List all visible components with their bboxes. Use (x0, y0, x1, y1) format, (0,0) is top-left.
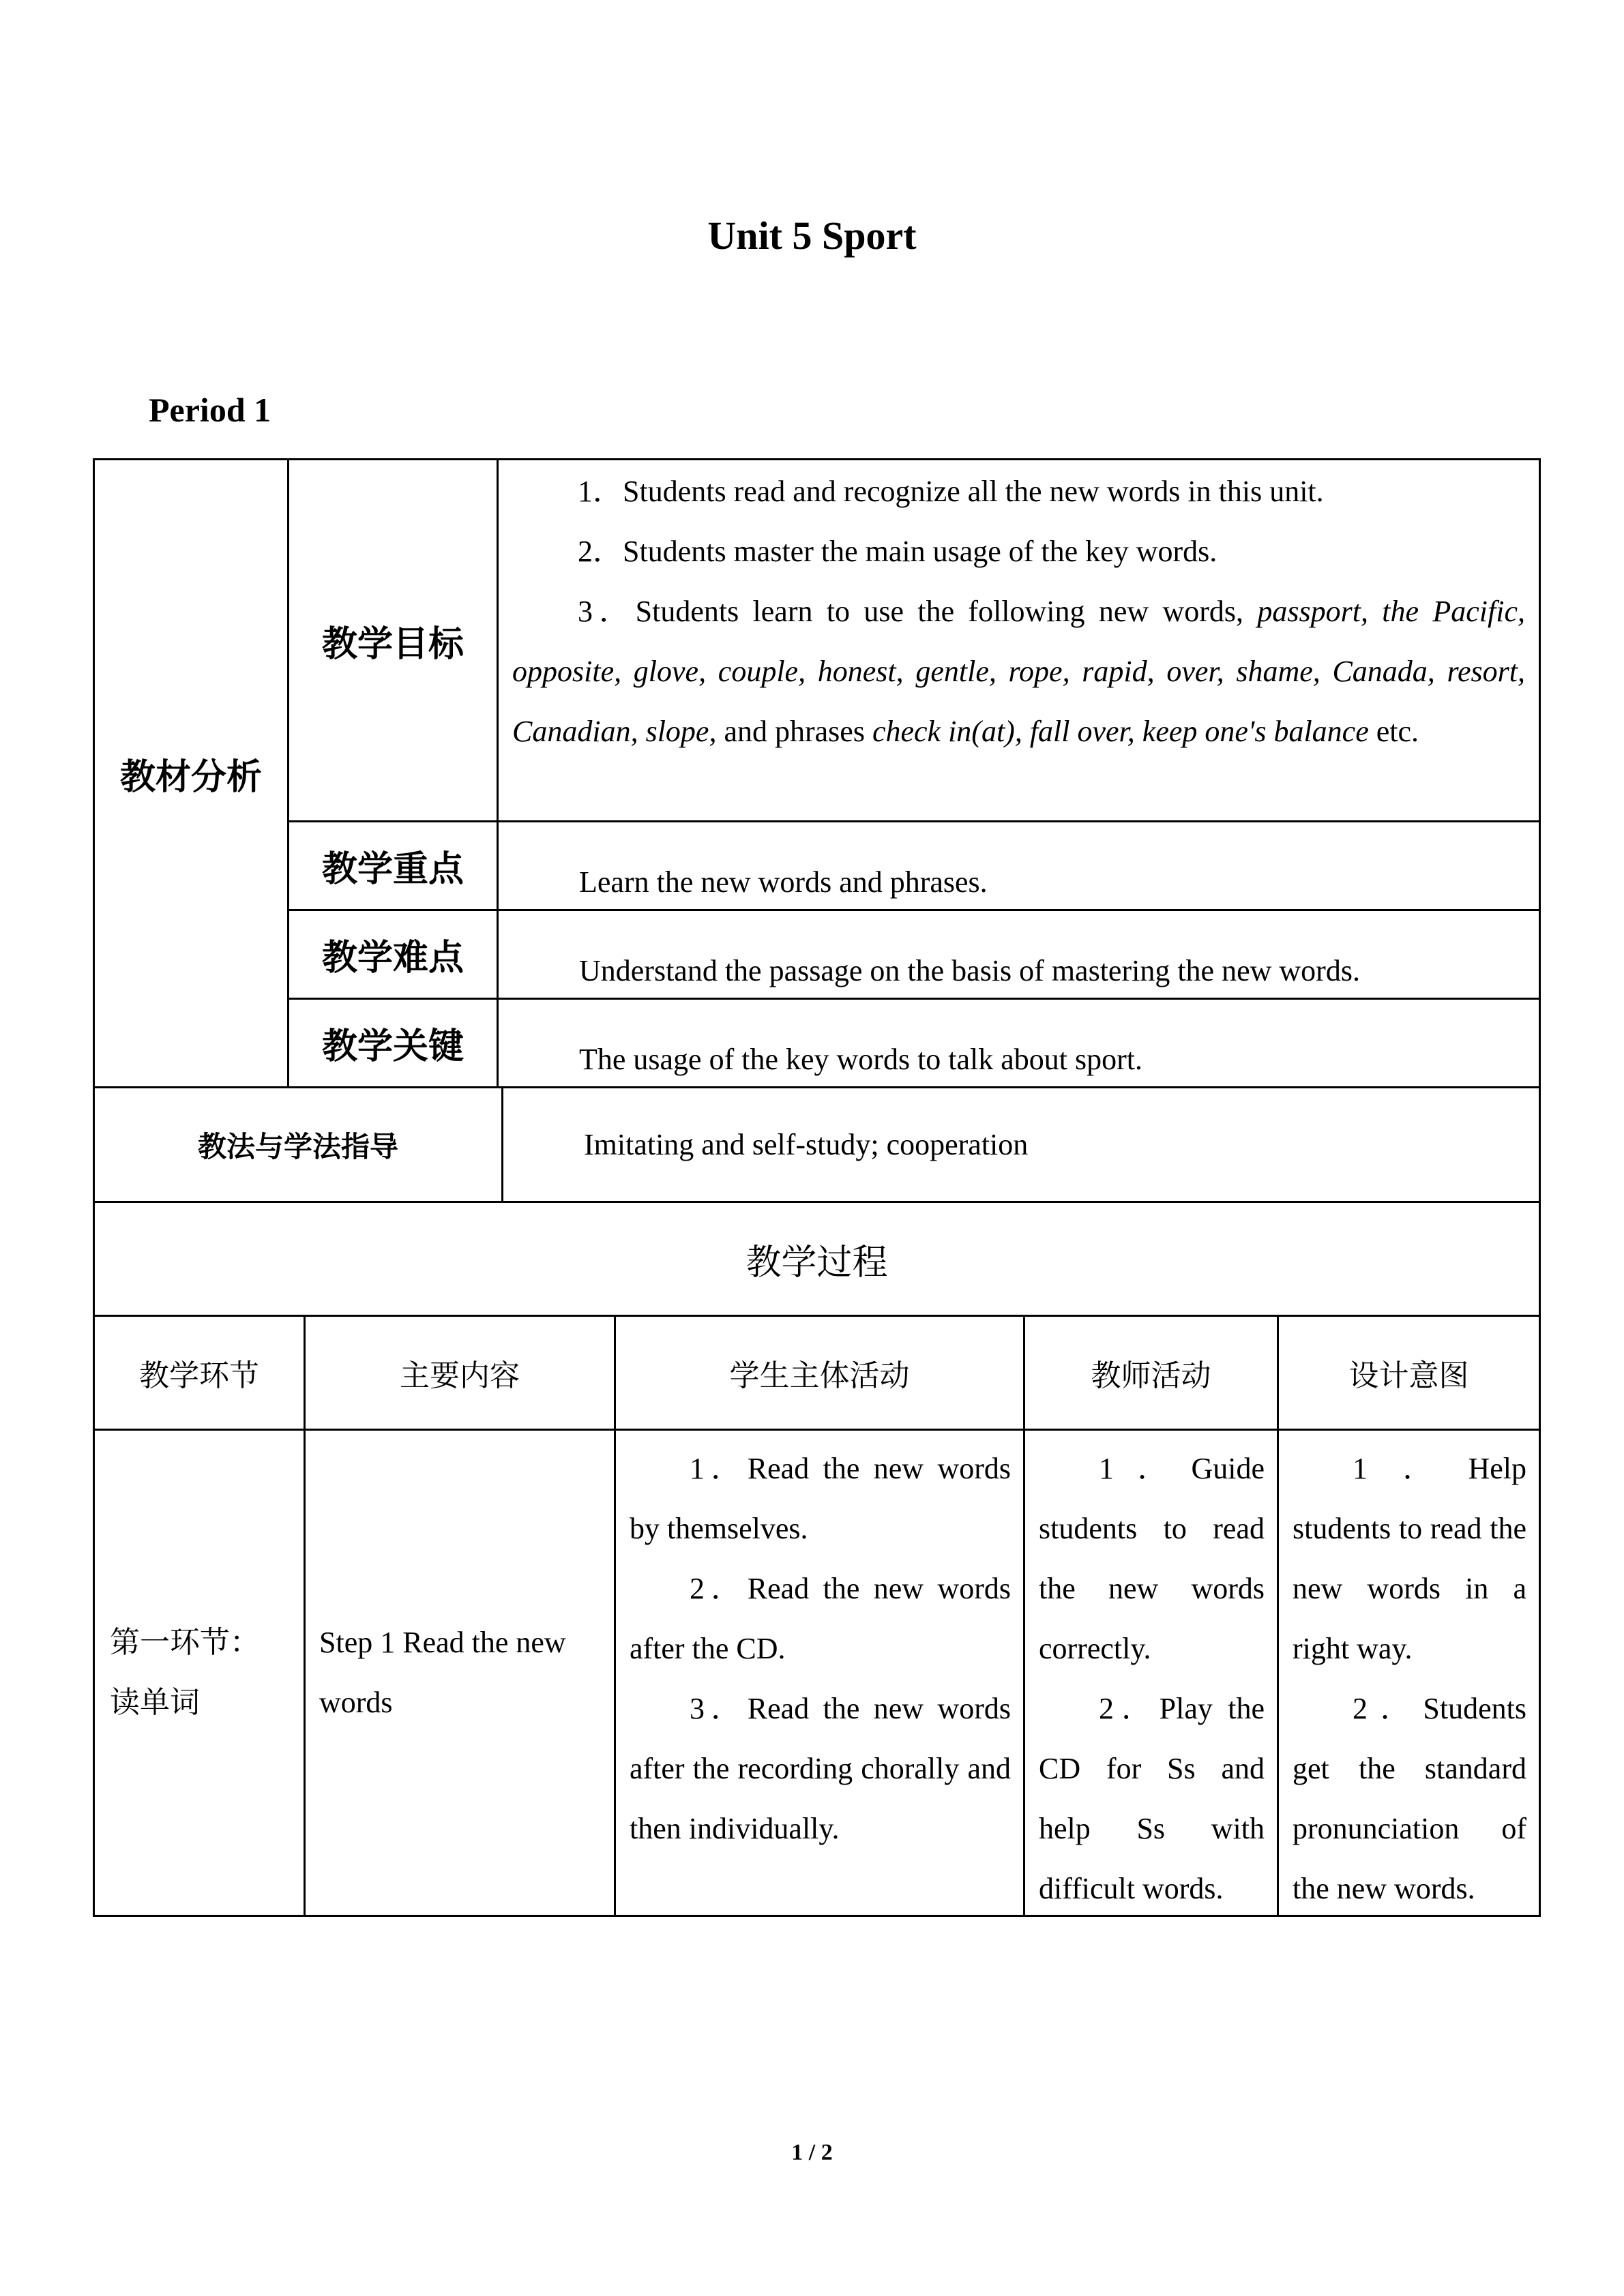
step-content-cell: Step 1 Read the new words (304, 1429, 616, 1917)
design-intent-item: 1．Help students to read the new words in a right way. (1293, 1452, 1526, 1665)
page-number: 1 / 2 (791, 2140, 833, 2165)
objectives-label: 教学目标 (287, 458, 499, 822)
analysis-section-label: 教材分析 (93, 458, 289, 1088)
design-intent-item: 2．Students get the standard pronunciation of the new words. (1293, 1692, 1526, 1905)
process-header-stage: 教学环节 (93, 1315, 306, 1431)
difficulties-label: 教学难点 (287, 909, 499, 1000)
objective-item-3: 3．Students learn to use the following new words, passport, the Pacific, opposite, glove, couple, honest, gentle, rope, rapid, over, shame, Canada, resort, Canadian, slope, and phrases check in(at), fall over, keep one's balance etc. (512, 595, 1525, 748)
process-header-teacher: 教师活动 (1023, 1315, 1279, 1431)
difficulties-content: Understand the passage on the basis of mastering the new words. (497, 909, 1541, 1000)
document-title: Unit 5 Sport (707, 213, 917, 258)
design-intent-cell (1277, 1429, 1541, 1917)
key-content: The usage of the key words to talk about sport. (497, 998, 1541, 1088)
process-header-content: 主要内容 (304, 1315, 616, 1431)
student-activity-item: 3．Read the new words after the recording chorally and then individually. (630, 1692, 1011, 1845)
objectives-content (497, 458, 1541, 822)
key-points-label: 教学重点 (287, 820, 499, 911)
objective-item-2: 2．Students master the main usage of the key words. (578, 535, 1217, 568)
teacher-activity-item: 1．Guide students to read the new words correctly. (1039, 1452, 1265, 1665)
process-title: 教学过程 (93, 1201, 1541, 1317)
period-heading: Period 1 (149, 391, 271, 429)
objective-item-1: 1．Students read and recognize all the new words in this unit. (578, 475, 1324, 508)
stage-cell: 第一环节： 读单词 (93, 1429, 306, 1917)
teacher-activity-item: 2．Play the CD for Ss and help Ss with difficult words. (1039, 1692, 1265, 1905)
student-activity-item: 1．Read the new words by themselves. (630, 1452, 1011, 1545)
process-header-design: 设计意图 (1277, 1315, 1541, 1431)
student-activity-item: 2．Read the new words after the CD. (630, 1572, 1011, 1665)
method-content: Imitating and self-study; cooperation (501, 1086, 1541, 1203)
key-points-content: Learn the new words and phrases. (497, 820, 1541, 911)
process-header-student: 学生主体活动 (614, 1315, 1025, 1431)
method-label: 教法与学法指导 (93, 1086, 503, 1203)
teacher-activity-cell (1023, 1429, 1279, 1917)
student-activity-cell (614, 1429, 1025, 1917)
key-label: 教学关键 (287, 998, 499, 1088)
